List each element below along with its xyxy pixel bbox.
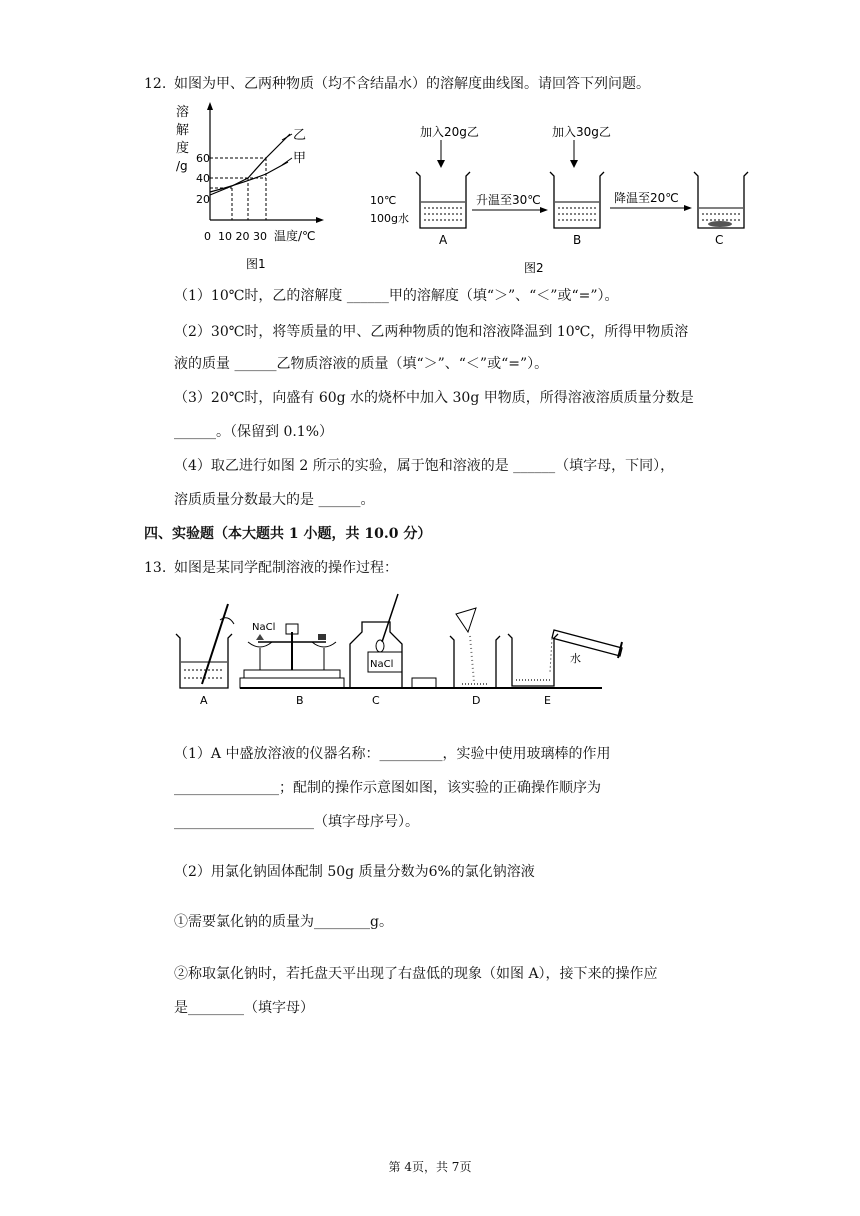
operation-c-taking-reagent [350,594,436,688]
q13-part-2-1: ①需要氯化钠的质量为________g。 [174,914,393,930]
process-arrowhead-2 [684,205,692,211]
q13-part-2: （2）用氯化钠固体配制 50g 质量分数为6%的氯化钠溶液 [174,864,535,880]
q13-part-1-line-2: _______________；配制的操作示意图如图，该实验的正确操作顺序为 [174,780,601,796]
operation-label-c: C [372,694,380,707]
question-13-stem: 如图是某同学配制溶液的操作过程： [174,560,398,576]
y-label-char-2: 解 [176,123,190,138]
q12-part-1: （1）10℃时，乙的溶解度 ______甲的溶解度（填“＞”、“＜”或“=”）。 [174,288,619,304]
operation-b-weighing [240,624,344,688]
q13-part-2-2-line-2: 是________（填字母） [174,1000,314,1016]
y-label-char-3: 度 [176,141,190,156]
beaker-b [550,172,604,228]
y-tick-40: 40 [196,172,210,185]
operation-label-a: A [200,694,208,707]
beaker-label-a: A [439,233,448,247]
y-tick-60: 60 [196,152,210,165]
section-4-heading: 四、实验题（本大题共 1 小题，共 10.0 分） [144,526,432,542]
operation-label-e: E [544,694,551,707]
q13-part-1-line-1: （1）A 中盛放溶液的仪器名称：_________，实验中使用玻璃棒的作用 [174,746,611,762]
beaker-c [694,172,748,228]
operation-label-b: B [296,694,304,707]
figure-lab-operations [172,592,636,714]
add-arrowhead-1 [437,160,445,168]
x-ticks: 0 10 20 30 [204,230,267,243]
operation-e-adding-water [508,630,622,686]
beaker-label-c: C [715,233,724,247]
q12-part-4-line-2: 溶质质量分数最大的是 ______。 [174,492,375,508]
x-axis-arrow [316,217,324,223]
figure-2-caption: 图2 [524,261,544,275]
y-axis-arrow [207,102,213,110]
question-13-number: 13. [144,560,167,576]
figure-2-beaker-experiment [368,112,758,277]
curve-yi [210,134,290,195]
q12-part-3-line-1: （3）20℃时，向盛有 60g 水的烧杯中加入 30g 甲物质，所得溶液溶质质量分数是 [174,390,694,406]
arrow-label-1: 升温至30℃ [476,193,541,207]
nacl-label-balance: NaCl [252,622,276,633]
y-label-char-1: 溶 [176,105,190,120]
condition-temp: 10℃ [370,194,397,207]
q12-part-3-line-2: ______。（保留到 0.1%） [174,424,334,440]
page-footer: 第 4页，共 7页 [388,1160,472,1174]
beaker-a [416,172,470,228]
condition-water: 100g水 [370,212,409,225]
x-axis-label: 温度/℃ [274,229,316,243]
q12-part-4-line-1: （4）取乙进行如图 2 所示的实验，属于饱和溶液的是 ______（填字母，下同）， [174,458,675,474]
water-label: 水 [570,652,581,665]
label-line-yi [282,134,292,140]
operation-a-stirring [176,604,234,688]
operation-d-pouring-solid [450,608,500,688]
q12-part-2-line-2: 液的质量 ______乙物质溶液的质量（填“＞”、“＜”或“=”）。 [174,356,549,372]
figure-1-solubility-chart [170,98,340,273]
label-line-jia [282,158,292,165]
add-arrowhead-2 [570,160,578,168]
beaker-label-b: B [573,233,582,247]
series-label-jia: 甲 [293,151,307,166]
question-12-number: 12. [144,76,167,92]
process-arrowhead-1 [540,207,548,213]
nacl-label-bottle: NaCl [370,659,394,670]
arrow-label-2: 降温至20℃ [614,191,679,205]
add-label-2: 加入30g乙 [552,125,611,139]
q13-part-2-2-line-1: ②称取氯化钠时，若托盘天平出现了右盘低的现象（如图 A），接下来的操作应 [174,966,658,982]
operation-label-d: D [472,694,481,707]
q13-part-1-line-3: ____________________（填字母序号）。 [174,814,419,830]
q12-part-2-line-1: （2）30℃时，将等质量的甲、乙两种物质的饱和溶液降温到 10℃，所得甲物质溶 [174,324,689,340]
figure-1-caption: 图1 [246,257,266,271]
y-label-char-4: /g [176,159,188,173]
series-label-yi: 乙 [293,128,307,143]
y-tick-20: 20 [196,193,210,206]
question-12-stem: 如图为甲、乙两种物质（均不含结晶水）的溶解度曲线图。请回答下列问题。 [174,76,650,92]
add-label-1: 加入20g乙 [420,125,479,139]
